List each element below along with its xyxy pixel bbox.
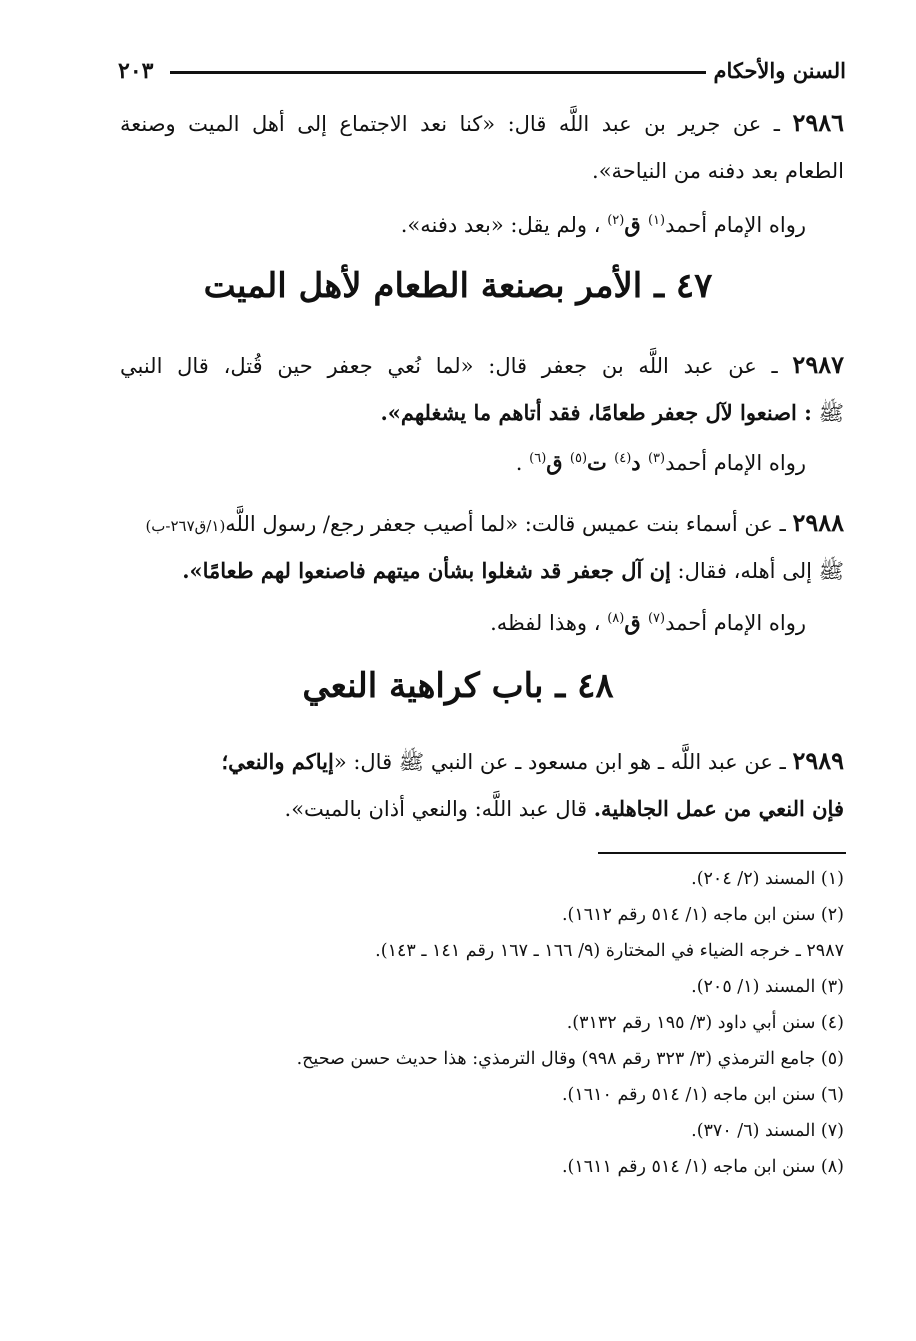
hadith-2989-line-2: فإن النعي من عمل الجاهلية. قال عبد اللَّه: والنعي أذان بالميت».	[284, 796, 844, 821]
manuscript-marker: (١/ق٢٦٧-ب)	[145, 517, 226, 535]
hadith-number: ٢٩٨٨	[792, 508, 844, 537]
footnote-2: (٢) سنن ابن ماجه (١/ ٥١٤ رقم ١٦١٢).	[561, 905, 844, 925]
hadith-2988-source: رواه الإمام أحمد$^{(٧)}$ ق$^{(٨)}$ ، وهذا لفظه.	[490, 610, 806, 635]
footnote-3: (٣) المسند (١/ ٢٠٥).	[691, 977, 844, 997]
salawat-glyph: ﷺ	[818, 401, 844, 425]
hadith-2987-line-1: ٢٩٨٧ ـ عن عبد اللَّه بن جعفر قال: «لما نُعي جعفر حين قُتل، قال النبي	[120, 350, 844, 379]
hadith-2986-source: رواه الإمام أحمد$^{(١)}$ ق$^{(٢)}$ ، ولم يقل: «بعد دفنه».	[400, 212, 806, 237]
hadith-2989-line-1: ٢٩٨٩ ـ عن عبد اللَّه ـ هو ابن مسعود ـ عن النبي ﷺ قال: «إياكم والنعي؛	[221, 746, 844, 775]
footnote-7: (٧) المسند (٦/ ٣٧٠).	[691, 1121, 844, 1141]
hadith-2986-line-2: الطعام بعد دفنه من النياحة».	[592, 159, 844, 183]
running-header	[118, 58, 846, 88]
running-title: السنن والأحكام	[713, 58, 846, 83]
salawat-glyph: ﷺ	[398, 750, 425, 774]
hadith-2986-line-1: ٢٩٨٦ ـ عن جرير بن عبد اللَّه قال: «كنا نعد الاجتماع إلى أهل الميت وصنعة	[120, 108, 844, 137]
hadith-2987-source: رواه الإمام أحمد$^{(٣)}$ د$^{(٤)}$ ت$^{(٥)}$ ق$^{(٦)}$ .	[515, 450, 806, 475]
hadith-2987-line-2: ﷺ : اصنعوا لآل جعفر طعامًا، فقد أتاهم ما يشغلهم».	[380, 400, 844, 425]
page-number: ٢٠٣	[118, 58, 154, 84]
footnote-marker: (٢)	[607, 213, 625, 228]
hadith-number: ٢٩٨٧	[792, 350, 844, 379]
footnote-6: (٦) سنن ابن ماجه (١/ ٥١٤ رقم ١٦١٠).	[561, 1085, 844, 1105]
footnote-2987: ٢٩٨٧ ـ خرجه الضياء في المختارة (٩/ ١٦٦ ـ ١٦٧ رقم ١٤١ ـ ١٤٣).	[375, 941, 844, 961]
section-heading-48: ٤٨ ـ باب كراهية النعي	[302, 666, 614, 706]
footnote-1: (١) المسند (٢/ ٢٠٤).	[691, 869, 844, 889]
footnote-4: (٤) سنن أبي داود (٣/ ١٩٥ رقم ٣١٣٢).	[566, 1013, 844, 1033]
hadith-number: ٢٩٨٩	[792, 746, 844, 775]
hadith-2988-line-2: ﷺ إلى أهله، فقال: إن آل جعفر قد شغلوا بشأن ميتهم فاصنعوا لهم طعامًا».	[182, 558, 844, 583]
footnote-8: (٨) سنن ابن ماجه (١/ ٥١٤ رقم ١٦١١).	[561, 1157, 844, 1177]
footnote-rule	[598, 852, 846, 854]
hadith-2988-line-1: ٢٩٨٨ ـ عن أسماء بنت عميس قالت: «لما أصيب جعفر رجع/ رسول اللَّه(١/ق٢٦٧-ب)	[145, 508, 844, 537]
footnote-5: (٥) جامع الترمذي (٣/ ٣٢٣ رقم ٩٩٨) وقال الترمذي: هذا حديث حسن صحيح.	[296, 1049, 844, 1069]
header-rule	[170, 71, 706, 74]
salawat-glyph: ﷺ	[818, 559, 844, 583]
hadith-number: ٢٩٨٦	[792, 108, 844, 137]
section-heading-47: ٤٧ ـ الأمر بصنعة الطعام لأهل الميت	[203, 266, 713, 306]
footnote-marker: (١)	[647, 213, 666, 228]
